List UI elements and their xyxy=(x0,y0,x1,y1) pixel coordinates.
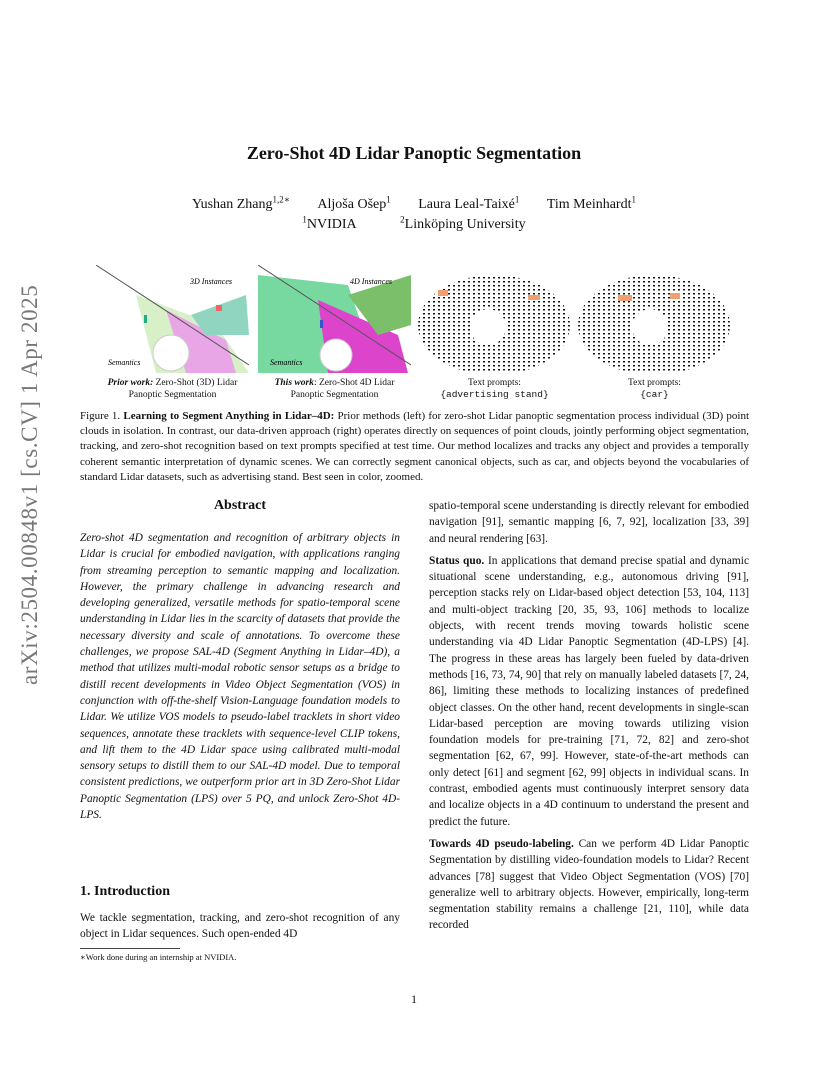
paragraph-status-quo: Status quo. In applications that demand precise spatial and dynamic situational scene understanding, e.g., autonomous driving [91], perception stacks rely on Lidar-based object detection [53, 104, 113] and multi-object tracking [20, 35, 93, 106] methods to localize objects, with recent trends moving towards holistic scene understanding via 4D Lidar Panoptic Segmentation (4D-LPS) [4]. The progress in these areas has largely been fueled by data-driven methods [16, 73, 74, 90] that rely on manually labeled datasets [7, 24, 86], limiting these methods to localizing instances of predefined object classes. On the other hand, recent developments in single-scan Lidar-based perception are moving towards utilizing vision foundation models for pre-training [71, 72, 82] and zero-shot segmentation [62, 67, 99]. However, state-of-the-art methods can only detect [61] and segment [62, 99] objects in individual scans. In contrast, embodied agents must continuously interpret sensory data and localize objects in a 4D continuum to understand the present and predict the future. xyxy=(429,554,749,828)
footnote: ∗Work done during an internship at NVIDIA. xyxy=(80,952,237,962)
author: Aljoša Ošep$^1$ xyxy=(317,194,391,212)
affiliation: $^2$Linköping University xyxy=(400,214,526,232)
footnote-rule xyxy=(80,948,180,949)
intro-text: We tackle segmentation, tracking, and zero-shot recognition of any object in Lidar sequences. Such open-ended 4D xyxy=(80,912,400,941)
panel-caption: This work: Zero-Shot 4D Lidar Panoptic Segmentation xyxy=(274,378,395,400)
figure-panel-car xyxy=(578,265,731,373)
panel-label: Semantics xyxy=(270,358,303,367)
author: Yushan Zhang$^{1,2∗}$ xyxy=(192,194,290,212)
abstract-heading: Abstract xyxy=(213,498,267,513)
section-heading: 1. Introduction xyxy=(80,884,170,899)
author: Laura Leal-Taixé$^1$ xyxy=(418,194,520,212)
author: Tim Meinhardt$^1$ xyxy=(546,194,636,212)
figure-panel-prior xyxy=(96,265,249,373)
panel-label: Semantics xyxy=(108,358,141,367)
paper-title: Zero-Shot 4D Lidar Panoptic Segmentation xyxy=(246,143,582,163)
panel-label: 4D Instances xyxy=(350,277,392,286)
panel-caption: Text prompts: {car} xyxy=(628,378,681,400)
author-list xyxy=(0,194,828,213)
paragraph: spatio-temporal scene understanding is directly relevant for embodied navigation [91], semantic mapping [6, 7, 92], localization [33, 39] and neural rendering [63]. xyxy=(429,500,749,545)
paragraph-towards: Towards 4D pseudo-labeling. Can we perform 4D Lidar Panoptic Segmentation by distilling video-foundation models to Lidar? Recent advances [78] suggest that Video Object Segmentation (VOS) [70] generalize well to arbitrary objects. However, empirically, long-term segmentation stability remains a challenge [21, 110], while data recorded xyxy=(429,837,749,932)
page-number: 1 xyxy=(411,992,417,1006)
figure-panel-advertising xyxy=(418,265,571,373)
abstract-text: Zero-shot 4D segmentation and recognition of arbitrary objects in Lidar is crucial for embodied navigation, with applications ranging from streaming perception to semantic mapping and localization. However, the primary challenge in advancing research and developing generalized, versatile methods for spatio-temporal scene understanding in Lidar lies in the scarcity of datasets that provide the necessary diversity and scale of annotations. To overcome these challenges, we propose SAL-4D (Segment Anything in Lidar–4D), a method that utilizes multi-modal robotic sensor setups as a bridge to distill recent developments in Video Object Segmentation (VOS) in conjunction with off-the-shelf Vision-Language foundation models to Lidar. We utilize VOS models to pseudo-label tracklets in short video sequences, annotate these tracklets with sequence-level CLIP tokens, and lift them to the 4D Lidar space using calibrated multi-modal sensory setups to distill them to our SAL-4D model. Due to temporal consistent predictions, we outperform prior art in 3D Zero-Shot Lidar Panoptic Segmentation (LPS) over 5 PQ, and unlock Zero-Shot 4D-LPS. xyxy=(80,532,400,822)
figure-caption: Figure 1. Learning to Segment Anything in Lidar–4D: Prior methods (left) for zero-shot Lidar panoptic segmentation process individual (3D) point clouds in isolation. In contrast, our data-driven approach (right) operates directly on sequences of point clouds, jointly performing object segmentation, tracking, and zero-shot recognition based on text prompts specified at test time. Our method localizes and tracks any object and provides a temporally coherent semantic interpretation of dynamic scenes. We can correctly segment canonical objects, such as car, and objects beyond the vocabularies of standard Lidar datasets, such as advertising stand. Best seen in color, zoomed. xyxy=(80,410,750,483)
panel-label: 3D Instances xyxy=(190,277,232,286)
right-column xyxy=(429,498,749,934)
arxiv-sidebar: arXiv:2504.00848v1 [cs.CV] 1 Apr 2025 xyxy=(17,284,42,685)
affiliation: $^1$NVIDIA xyxy=(302,214,357,232)
panel-caption: Prior work: Zero-Shot (3D) Lidar Panoptic Segmentation xyxy=(107,378,238,400)
panel-caption: Text prompts: {advertising stand} xyxy=(440,378,549,400)
figure-panel-this-work xyxy=(258,265,411,373)
affiliations xyxy=(0,214,828,233)
